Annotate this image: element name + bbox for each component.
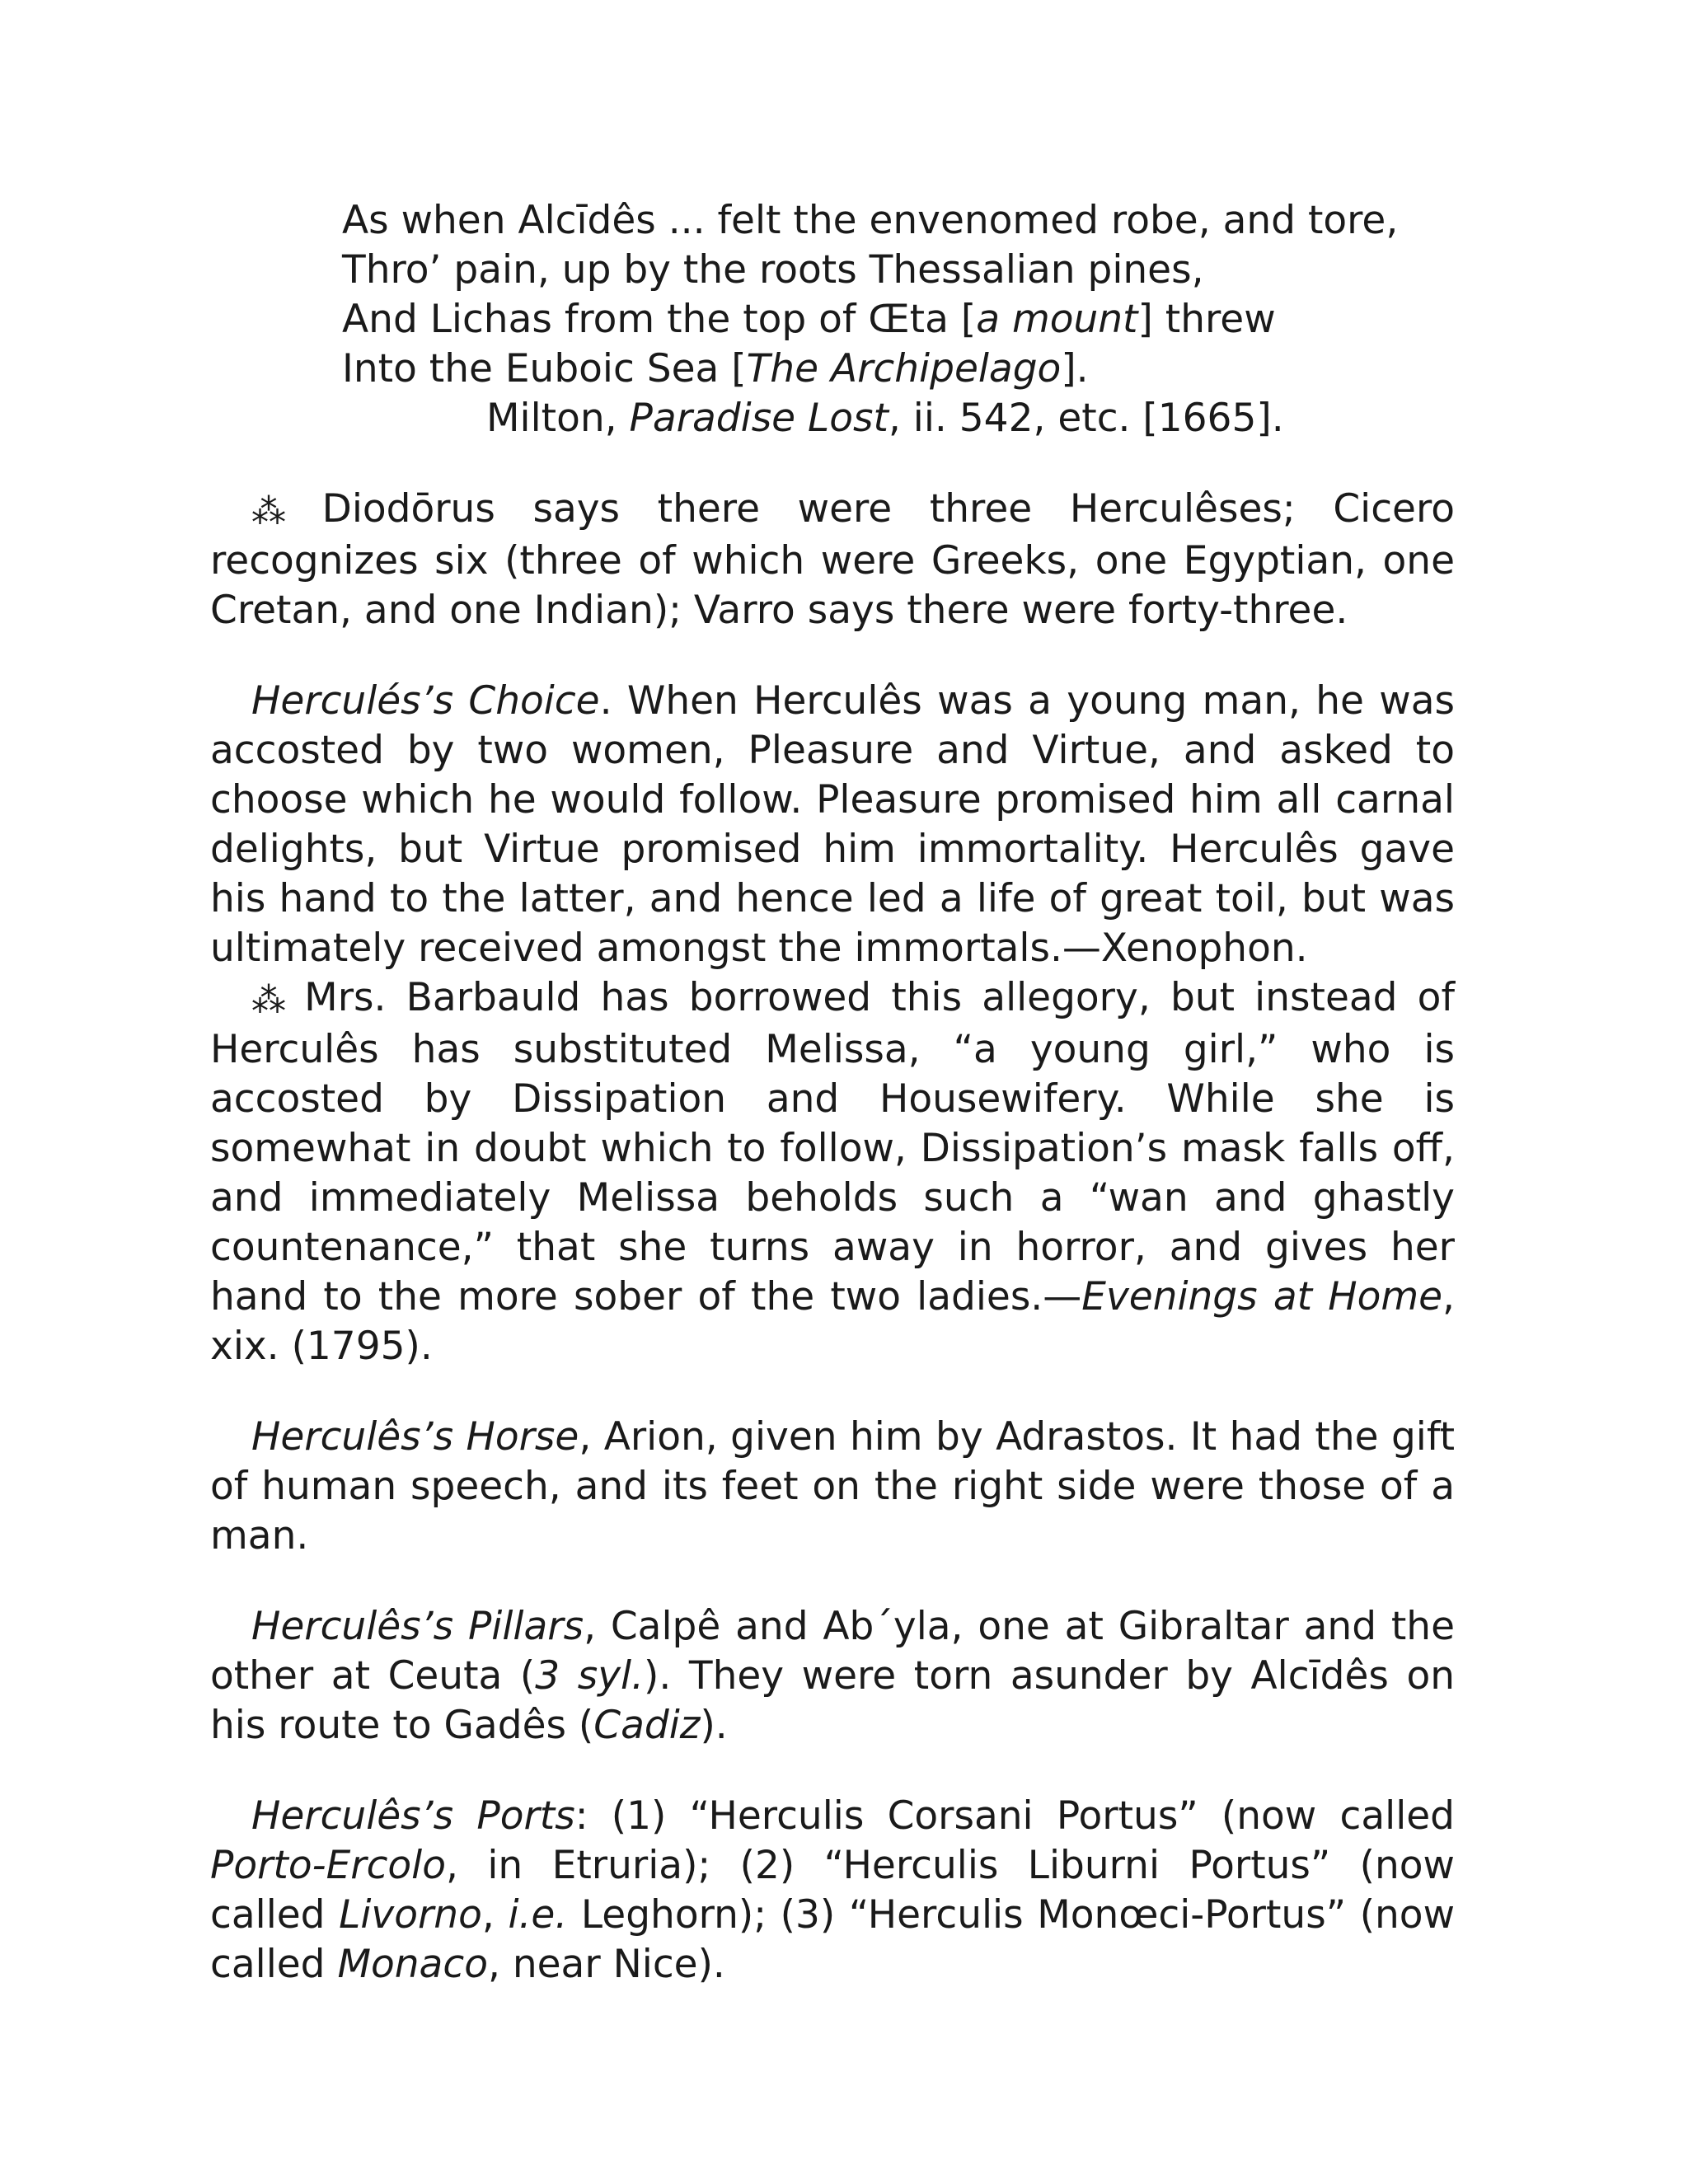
entry-hercules-ports: Herculês’s Ports: (1) “Herculis Corsani Portus” (now called Porto-Ercolo, in Etruria); (2) “Herculis Liburni Portus” (now called Livorno, i.e. Leghorn); (3) “Herculis Monœci-Portus” (now called Monaco, near Nice). — [210, 1793, 1456, 1987]
asterism-icon: ⁂ — [251, 980, 286, 1020]
paragraph-diodorus: ⁂ Diodōrus says there were three Herculêses; Cicero recognizes six (three of which were Greeks, one Egyptian, one Cretan, and one Indian); Varro says there were forty-three. — [210, 486, 1455, 633]
verse-gloss: a mount — [976, 297, 1138, 342]
page-content — [210, 196, 1455, 1990]
entry-term: Herculês’s Horse — [251, 1414, 579, 1460]
paragraph-barbauld: ⁂ Mrs. Barbauld has borrowed this allegory, but instead of Herculês has substituted Melissa, “a young girl,” who is accosted by Dissipation and Housewifery. While she is somewhat in doubt which to follow, Dissipation’s mask falls off, and immediately Melissa beholds such a “wan and ghastly countenance,” that she turns away in horror, and gives her hand to the more sober of the two ladies.—Evenings at Home, xix. (1795). — [210, 975, 1455, 1369]
verse-line: As when Alcīdês ... felt the envenomed robe, and tore, — [342, 198, 1399, 243]
verse-line: And Lichas from the top of Œta [a mount] threw — [342, 297, 1276, 342]
entry-term: Herculés’s Choice — [251, 678, 600, 724]
work-title: Paradise Lost — [629, 396, 889, 441]
verse-quotation — [342, 196, 1455, 443]
source-title: Evenings at Home — [1081, 1274, 1443, 1319]
entry-hercules-pillars: Herculês’s Pillars, Calpê and Ab´yla, one at Gibraltar and the other at Ceuta (3 syl.). They were torn asunder by Alcīdês on his route to Gadês (Cadiz). — [210, 1604, 1456, 1748]
verse-attribution: Milton, Paradise Lost, ii. 542, etc. [1665]. — [486, 396, 1284, 441]
entry-hercules-horse: Herculês’s Horse, Arion, given him by Adrastos. It had the gift of human speech, and its feet on the right side were those of a man. — [210, 1414, 1455, 1558]
entry-term: Herculês’s Pillars — [251, 1604, 584, 1649]
verse-gloss: The Archipelago — [746, 346, 1062, 391]
entry-hercules-choice: Herculés’s Choice. When Herculês was a young man, he was accosted by two women, Pleasure and Virtue, and asked to choose which he would follow. Pleasure promised him all carnal delights, but Virtue promised him immortality. Herculês gave his hand to the latter, and hence led a life of great toil, but was ultimately received amongst the immortals.—Xenophon. — [210, 678, 1455, 971]
asterism-icon: ⁂ — [251, 491, 286, 532]
verse-line: Into the Euboic Sea [The Archipelago]. — [342, 346, 1089, 391]
entry-term: Herculês’s Ports — [251, 1793, 575, 1839]
verse-line: Thro’ pain, up by the roots Thessalian pines, — [342, 247, 1204, 293]
